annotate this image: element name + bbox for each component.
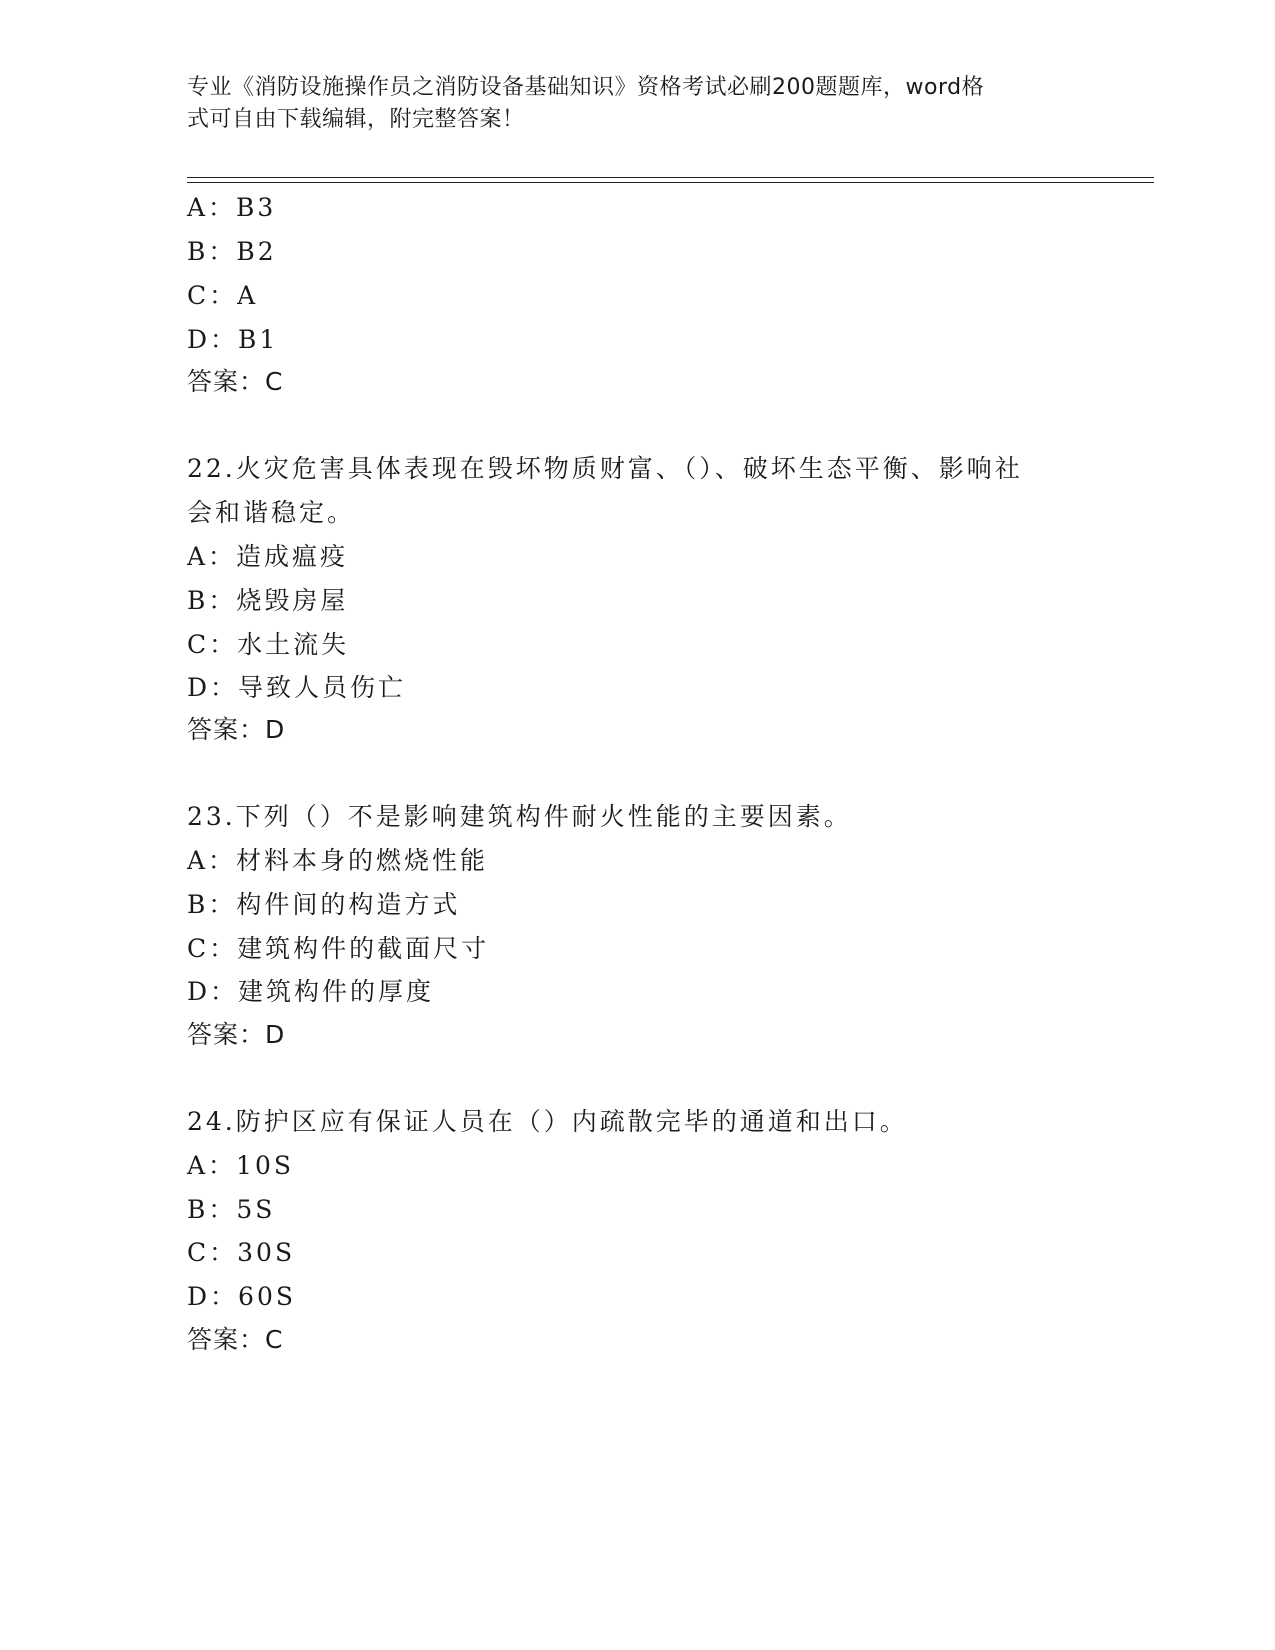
q22-answer: 答案：D [187, 715, 286, 744]
header-divider-double [187, 182, 1154, 183]
header-divider [187, 177, 1154, 178]
q24-option-d: D：60S [187, 1282, 296, 1311]
q23-option-c: C：建筑构件的截面尺寸 [187, 934, 490, 963]
q21-option-a: A：B3 [187, 193, 277, 222]
q21-option-b: B：B2 [187, 237, 277, 266]
q24-option-b: B：5S [187, 1195, 276, 1224]
q23-answer: 答案：D [187, 1020, 286, 1049]
header-title-line-1: 专业《消防设施操作员之消防设备基础知识》资格考试必刷200题题库，word格 [187, 75, 985, 100]
q24-option-c: C：30S [187, 1238, 296, 1267]
q21-option-d: D：B1 [187, 325, 279, 354]
q22-option-a: A：造成瘟疫 [187, 542, 349, 571]
q24-stem-line-1: 24.防护区应有保证人员在（）内疏散完毕的通道和出口。 [187, 1107, 908, 1136]
q22-stem-line-2: 会和谐稳定。 [187, 498, 356, 527]
q22-option-b: B：烧毁房屋 [187, 586, 349, 615]
q23-option-a: A：材料本身的燃烧性能 [187, 846, 489, 875]
q23-option-d: D：建筑构件的厚度 [187, 977, 435, 1006]
q21-option-c: C：A [187, 281, 259, 310]
header-title-line-2: 式可自由下载编辑，附完整答案！ [187, 107, 525, 132]
q22-option-d: D：导致人员伤亡 [187, 673, 407, 702]
q21-answer: 答案：C [187, 367, 284, 396]
q22-option-c: C：水土流失 [187, 630, 350, 659]
q22-stem-line-1: 22.火灾危害具体表现在毁坏物质财富、（）、破坏生态平衡、影响社 [187, 454, 1023, 483]
q24-answer: 答案：C [187, 1325, 284, 1354]
q23-option-b: B：构件间的构造方式 [187, 890, 461, 919]
q24-option-a: A：10S [187, 1151, 294, 1180]
q23-stem-line-1: 23.下列（）不是影响建筑构件耐火性能的主要因素。 [187, 802, 852, 831]
document-header [187, 72, 1067, 136]
